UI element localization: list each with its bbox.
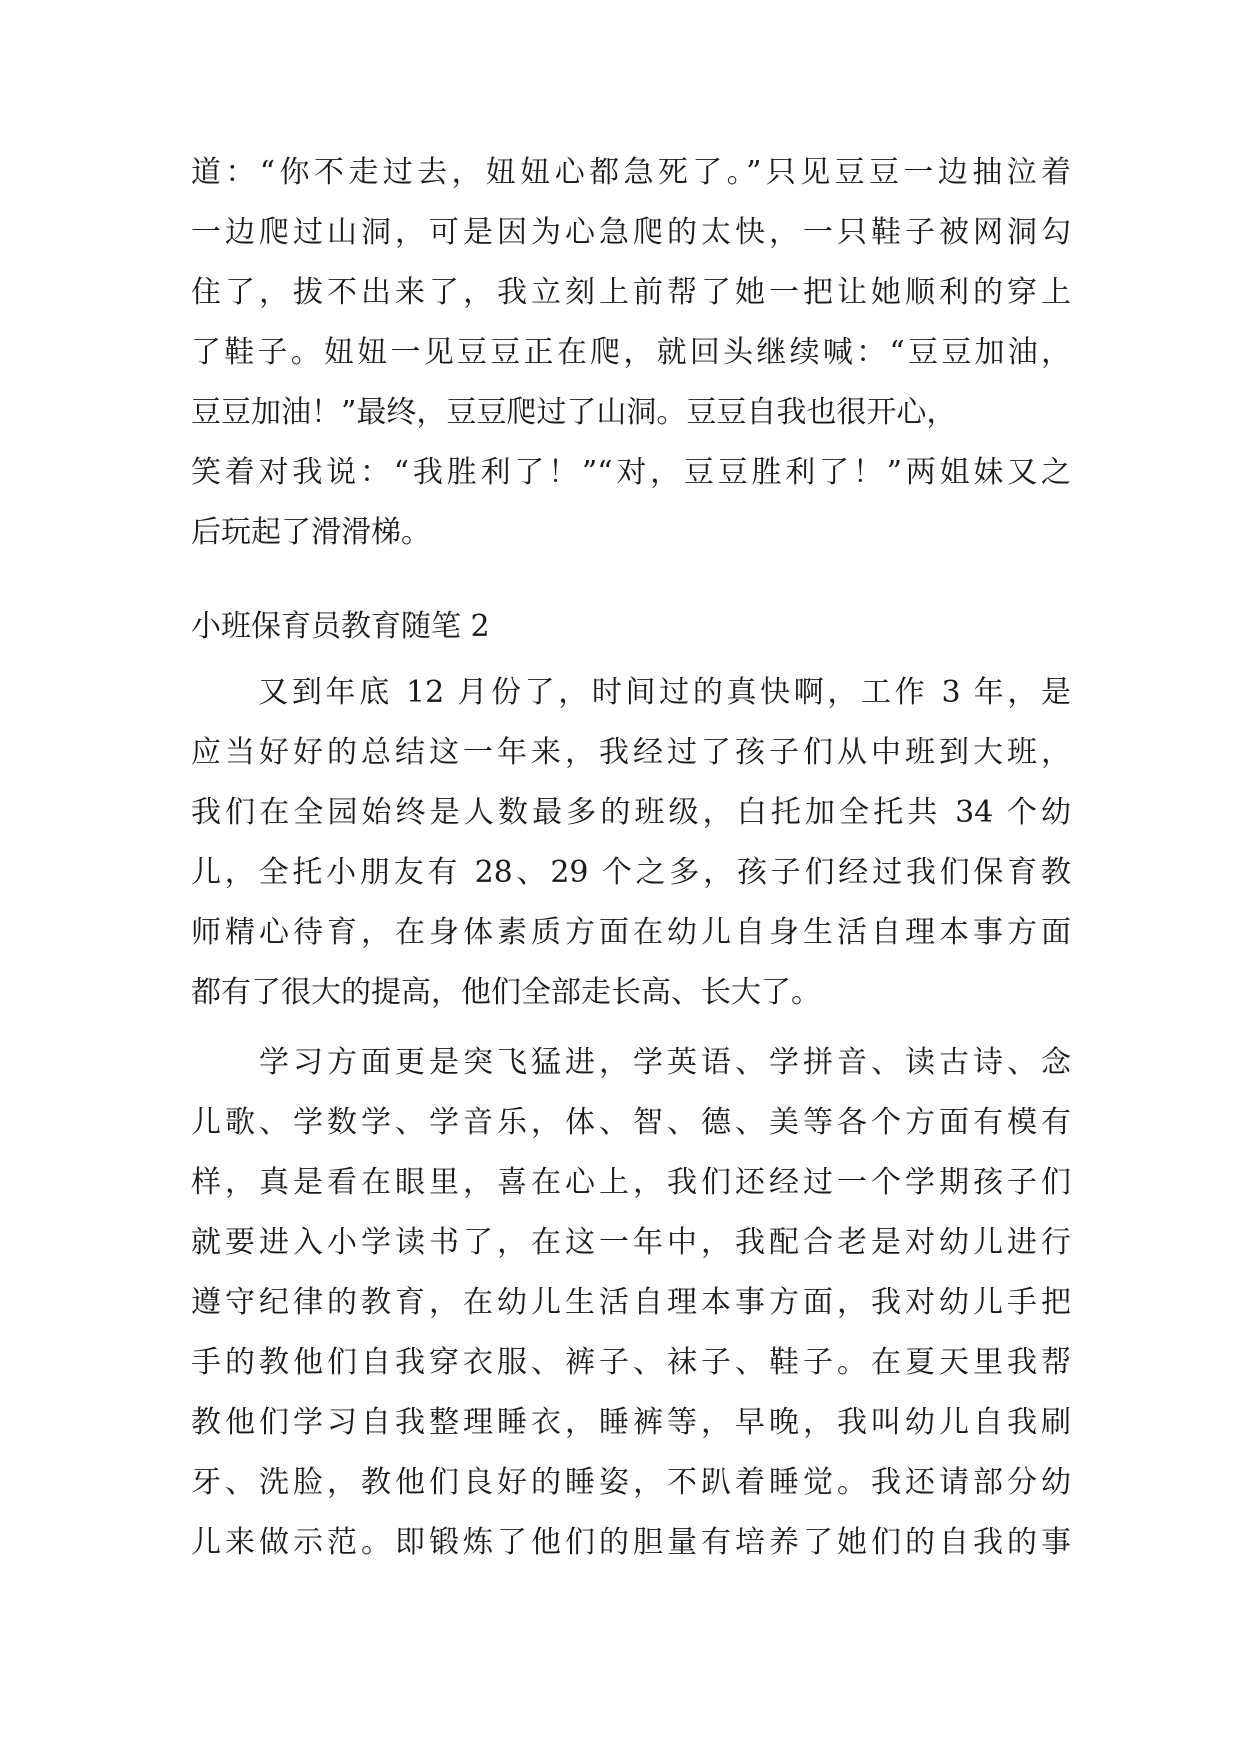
paragraph-line: 手的教他们自我穿衣服、裤子、袜子、鞋子。在夏天里我帮	[191, 1345, 1071, 1380]
paragraph-line: 豆豆加油！”最终，豆豆爬过了山洞。豆豆自我也很开心，	[191, 395, 957, 430]
paragraph-line: 住了，拔不出来了，我立刻上前帮了她一把让她顺利的穿上	[191, 275, 1071, 310]
paragraph-line: 学习方面更是突飞猛进，学英语、学拼音、读古诗、念	[191, 1045, 1071, 1080]
section-heading: 小班保育员教育随笔 2	[191, 609, 490, 644]
paragraph-line: 师精心待育，在身体素质方面在幼儿自身生活自理本事方面	[191, 915, 1071, 950]
paragraph-line: 都有了很大的提高，他们全部走长高、长大了。	[191, 975, 821, 1010]
paragraph-line: 应当好好的总结这一年来，我经过了孩子们从中班到大班，	[191, 735, 1071, 770]
paragraph-line: 遵守纪律的教育，在幼儿生活自理本事方面，我对幼儿手把	[191, 1285, 1071, 1320]
paragraph-line: 后玩起了滑滑梯。	[191, 515, 431, 550]
paragraph-line: 就要进入小学读书了，在这一年中，我配合老是对幼儿进行	[191, 1225, 1071, 1260]
paragraph-line: 笑着对我说：“我胜利了！”“对，豆豆胜利了！”两姐妹又之	[191, 455, 1071, 490]
paragraph-2	[191, 663, 1071, 1023]
paragraph-line: 儿，全托小朋友有 28、29 个之多，孩子们经过我们保育教	[191, 855, 1071, 890]
paragraph-line: 道：“你不走过去，妞妞心都急死了。”只见豆豆一边抽泣着	[191, 155, 1071, 190]
paragraph-line: 牙、洗脸，教他们良好的睡姿，不趴着睡觉。我还请部分幼	[191, 1465, 1071, 1500]
paragraph-line: 了鞋子。妞妞一见豆豆正在爬，就回头继续喊：“豆豆加油，	[191, 335, 1071, 370]
paragraph-1	[191, 143, 1071, 563]
paragraph-line: 教他们学习自我整理睡衣，睡裤等，早晚，我叫幼儿自我刷	[191, 1405, 1071, 1440]
paragraph-line: 我们在全园始终是人数最多的班级，白托加全托共 34 个幼	[191, 795, 1071, 830]
paragraph-line: 儿歌、学数学、学音乐，体、智、德、美等各个方面有模有	[191, 1105, 1071, 1140]
paragraph-line: 儿来做示范。即锻炼了他们的胆量有培养了她们的自我的事	[191, 1525, 1071, 1560]
paragraph-3	[191, 1033, 1071, 1573]
paragraph-line: 样，真是看在眼里，喜在心上，我们还经过一个学期孩子们	[191, 1165, 1071, 1200]
paragraph-line: 一边爬过山洞，可是因为心急爬的太快，一只鞋子被网洞勾	[191, 215, 1071, 250]
paragraph-line: 又到年底 12 月份了，时间过的真快啊，工作 3 年，是	[191, 675, 1071, 710]
